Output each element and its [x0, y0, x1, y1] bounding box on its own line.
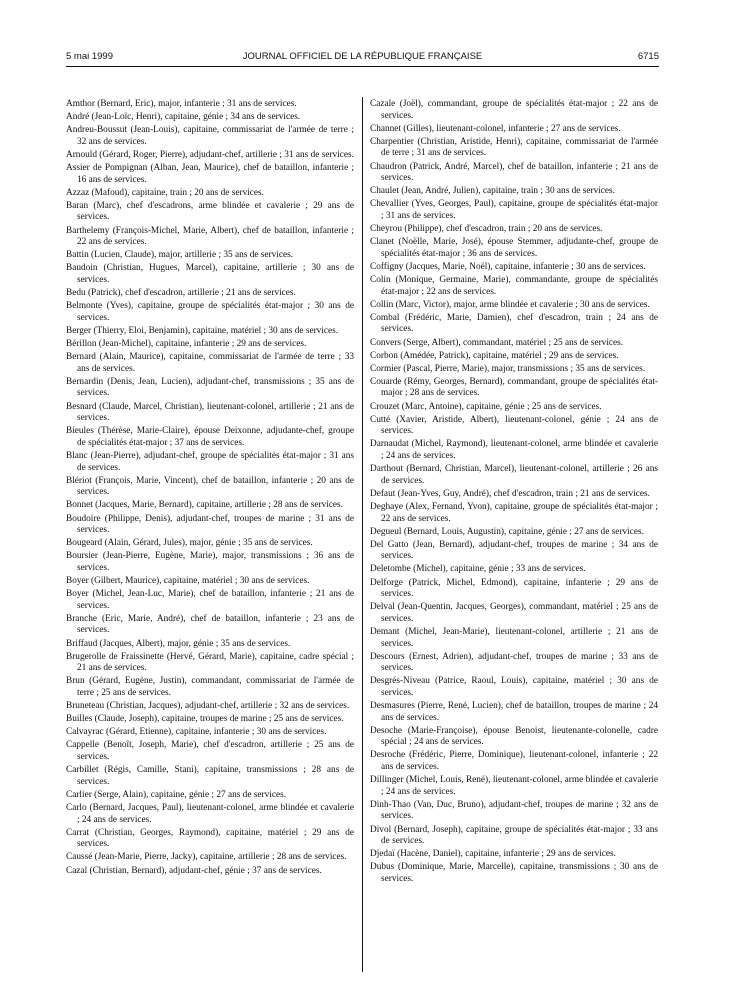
- list-item: Besnard (Claude, Marcel, Christian), lieutenant-colonel, artillerie ; 21 ans de services.: [66, 401, 354, 424]
- list-item: Andreu-Boussut (Jean-Louis), capitaine, commissariat de l'armée de terre ; 32 ans de services.: [66, 125, 354, 147]
- list-item: Bougeard (Alain, Gérard, Jules), major, génie ; 35 ans de services.: [66, 538, 313, 549]
- list-item: Combal (Frédéric, Marie, Damien), chef d'escadron, train ; 24 ans de services.: [370, 312, 658, 335]
- list-item: Chaulet (Jean, André, Julien), capitaine, train ; 30 ans de services.: [370, 186, 615, 197]
- list-item: Defaut (Jean-Yves, Guy, André), chef d'escadron, train ; 21 ans de services.: [370, 488, 650, 499]
- list-item: Delval (Jean-Quentin, Jacques, Georges), commandant, matériel ; 25 ans de services.: [370, 602, 658, 624]
- list-item: Charpentier (Christian, Aristide, Henri), capitaine, commissariat de l'armée de terre ; 31 ans de services.: [370, 136, 658, 159]
- list-item: Carrat (Christian, Georges, Raymond), capitaine, matériel ; 29 ans de services.: [66, 827, 354, 850]
- list-item: Djedaï (Hacène, Daniel), capitaine, infanterie ; 29 ans de services.: [370, 849, 616, 860]
- list-item: Azzaz (Mafoud), capitaine, train ; 20 ans de services.: [66, 187, 264, 198]
- list-item: Boyer (Gilbert, Maurice), capitaine, matériel ; 30 ans de services.: [66, 576, 310, 587]
- list-item: Chevallier (Yves, Georges, Paul), capitaine, groupe de spécialités état-major ; 31 ans de services.: [370, 199, 658, 221]
- list-item: Barthelemy (François-Michel, Marie, Albert), chef de bataillon, infanterie ; 22 ans de services.: [66, 225, 354, 248]
- list-item: Divol (Bernard, Joseph), capitaine, groupe de spécialités état-major ; 33 ans de services.: [370, 824, 658, 847]
- list-item: Blériot (François, Marie, Vincent), chef de bataillon, infanterie ; 20 ans de services.: [66, 475, 354, 498]
- list-item: Cazale (Joël), commandant, groupe de spécialités état-major ; 22 ans de services.: [370, 99, 658, 121]
- list-item: Calvayrac (Gérard, Etienne), capitaine, infanterie ; 30 ans de services.: [66, 727, 327, 738]
- list-item: Dubus (Dominique, Marie, Marcelle), capitaine, transmissions ; 30 ans de services.: [370, 862, 658, 884]
- list-item: Convers (Serge, Albert), commandant, matériel ; 25 ans de services.: [370, 337, 624, 348]
- list-item: Cheyrou (Philippe), chef d'escadron, train ; 20 ans de services.: [370, 224, 603, 235]
- list-item: Assier de Pompignan (Alban, Jean, Maurice), chef de bataillon, infanterie ; 16 ans de services.: [66, 163, 354, 185]
- list-item: Clanet (Noëlle, Marie, José), épouse Stemmer, adjudante-chef, groupe de spécialités état-major ; 36 ans de services.: [370, 237, 658, 259]
- left-column: [66, 99, 354, 879]
- list-item: Desroche (Frédéric, Pierre, Dominique), lieutenant-colonel, infanterie ; 22 ans de services.: [370, 750, 658, 772]
- list-item: Carlo (Bernard, Jacques, Paul), lieutenant-colonel, arme blindée et cavalerie ; 24 ans de services.: [66, 803, 354, 825]
- list-item: Caussé (Jean-Marie, Pierre, Jacky), capitaine, artillerie ; 28 ans de services.: [66, 852, 347, 863]
- list-item: Amthor (Bernard, Eric), major, infanterie ; 31 ans de services.: [66, 99, 297, 109]
- list-item: Dillinger (Michel, Louis, René), lieutenant-colonel, arme blindée et cavalerie ; 24 ans de services.: [370, 775, 658, 797]
- list-item: Carlier (Serge, Alain), capitaine, génie ; 27 ans de services.: [66, 789, 287, 800]
- list-item: Boudoire (Philippe, Denis), adjudant-chef, troupes de marine ; 31 ans de services.: [66, 513, 354, 536]
- header-title: JOURNAL OFFICIEL DE LA RÉPUBLIQUE FRANÇAISE: [242, 51, 483, 62]
- list-item: Boursier (Jean-Pierre, Eugène, Marie), major, transmissions ; 36 ans de services.: [66, 551, 354, 573]
- list-item: Darnaudat (Michel, Raymond), lieutenant-colonel, arme blindée et cavalerie ; 24 ans de services.: [370, 439, 658, 461]
- list-item: Demant (Michel, Jean-Marie), lieutenant-colonel, artillerie ; 21 ans de services.: [370, 627, 658, 649]
- list-item: Bernard (Alain, Maurice), capitaine, commissariat de l'armée de terre ; 33 ans de services.: [66, 352, 354, 374]
- list-item: Deghaye (Alex, Fernand, Yvon), capitaine, groupe de spécialités état-major ; 22 ans de services.: [370, 501, 658, 524]
- list-item: Cutté (Xavier, Aristide, Albert), lieutenant-colonel, génie ; 24 ans de services.: [370, 414, 658, 437]
- list-item: Deletombe (Michel), capitaine, génie ; 33 ans de services.: [370, 564, 586, 575]
- list-item: Descours (Ernest, Adrien), adjudant-chef, troupes de marine ; 33 ans de services.: [370, 651, 658, 674]
- right-column: [370, 99, 658, 887]
- page-header: [66, 51, 659, 65]
- list-item: Dinh-Thao (Van, Duc, Bruno), adjudant-chef, troupes de marine ; 32 ans de services.: [370, 799, 658, 822]
- list-item: Cormier (Pascal, Pierre, Marie), major, transmissions ; 35 ans de services.: [370, 363, 646, 374]
- header-date: 5 mai 1999: [66, 51, 114, 62]
- list-item: Cazal (Christian, Bernard), adjudant-chef, génie ; 37 ans de services.: [66, 865, 322, 876]
- list-item: Brun (Gérard, Eugène, Justin), commandant, commissariat de l'armée de terre ; 25 ans de services.: [66, 676, 354, 698]
- list-item: Baran (Marc), chef d'escadrons, arme blindée et cavalerie ; 29 ans de services.: [66, 200, 354, 223]
- list-item: Carbillet (Régis, Camille, Stani), capitaine, transmissions ; 28 ans de services.: [66, 765, 354, 787]
- list-item: Berger (Thierry, Eloi, Benjamin), capitaine, matériel ; 30 ans de services.: [66, 325, 339, 336]
- list-item: Crouzet (Marc, Antoine), capitaine, génie ; 25 ans de services.: [370, 401, 602, 412]
- list-item: Bonnet (Jacques, Marie, Bernard), capitaine, artillerie ; 28 ans de services.: [66, 500, 343, 511]
- list-item: Boyer (Michel, Jean-Luc, Marie), chef de bataillon, infanterie ; 21 ans de services.: [66, 589, 354, 611]
- list-item: Blanc (Jean-Pierre), adjudant-chef, groupe de spécialités état-major ; 31 ans de services.: [66, 451, 354, 473]
- list-item: Darthout (Bernard, Christian, Marcel), lieutenant-colonel, artillerie ; 26 ans de services.: [370, 464, 658, 486]
- list-item: Collin (Marc, Victor), major, arme blindée et cavalerie ; 30 ans de services.: [370, 299, 650, 310]
- list-item: Desgrés-Niveau (Patrice, Raoul, Louis), capitaine, matériel ; 30 ans de services.: [370, 676, 658, 698]
- list-item: Briffaud (Jacques, Albert), major, génie ; 35 ans de services.: [66, 638, 291, 649]
- list-item: Bruneteau (Christian, Jacques), adjudant-chef, artillerie ; 32 ans de services.: [66, 701, 350, 712]
- list-item: Del Gatto (Jean, Bernard), adjudant-chef, troupes de marine ; 34 ans de services.: [370, 539, 658, 562]
- header-rule: [66, 66, 659, 67]
- list-item: Desoche (Marie-Françoise), épouse Benoist, lieutenante-colonelle, cadre spécial ; 24 ans de services.: [370, 725, 658, 748]
- list-item: Desmasures (Pierre, René, Lucien), chef de bataillon, troupes de marine ; 24 ans de services.: [370, 701, 658, 723]
- list-item: Bernardin (Denis, Jean, Lucien), adjudant-chef, transmissions ; 35 ans de services.: [66, 376, 354, 399]
- list-item: Degueul (Bernard, Louis, Augustin), capitaine, génie ; 27 ans de services.: [370, 526, 644, 537]
- list-item: Channet (Gilles), lieutenant-colonel, infanterie ; 27 ans de services.: [370, 123, 621, 134]
- list-item: Couarde (Rémy, Georges, Bernard), commandant, groupe de spécialités état-major ; 28 ans de services.: [370, 376, 658, 399]
- list-item: Bérillon (Jean-Michel), capitaine, infanterie ; 29 ans de services.: [66, 339, 307, 350]
- list-item: Delforge (Patrick, Michel, Edmond), capitaine, infanterie ; 29 ans de services.: [370, 577, 658, 600]
- list-item: Corbon (Amédée, Patrick), capitaine, matériel ; 29 ans de services.: [370, 350, 619, 361]
- list-item: Cappelle (Benoît, Joseph, Marie), chef d'escadron, artillerie ; 25 ans de services.: [66, 740, 354, 763]
- list-item: Branche (Eric, Marie, André), chef de bataillon, infanterie ; 23 ans de services.: [66, 613, 354, 636]
- list-item: Coffigny (Jacques, Marie, Noël), capitaine, infanterie ; 30 ans de services.: [370, 261, 646, 272]
- list-item: Belmonte (Yves), capitaine, groupe de spécialités état-major ; 30 ans de services.: [66, 301, 354, 323]
- column-divider: [362, 97, 363, 972]
- list-item: Battin (Lucien, Claude), major, artillerie ; 35 ans de services.: [66, 250, 294, 261]
- list-item: Bieules (Thérèse, Marie-Claire), épouse Deixonne, adjudante-chef, groupe de spécialités état-major ; 37 ans de services.: [66, 426, 354, 448]
- list-item: Brugerolle de Fraissinette (Hervé, Gérard, Marie), capitaine, cadre spécial ; 21 ans de services.: [66, 651, 354, 674]
- list-item: André (Jean-Loïc, Henri), capitaine, génie ; 34 ans de services.: [66, 112, 301, 123]
- list-item: Colin (Monique, Germaine, Marie), commandante, groupe de spécialités état-major ; 22 ans de services.: [370, 275, 658, 297]
- page-number: 6715: [637, 51, 659, 62]
- list-item: Arnould (Gérard, Roger, Pierre), adjudant-chef, artillerie ; 31 ans de services.: [66, 149, 354, 160]
- list-item: Chaudron (Patrick, André, Marcel), chef de bataillon, infanterie ; 21 ans de services.: [370, 161, 658, 184]
- list-item: Baudoin (Christian, Hugues, Marcel), capitaine, artillerie ; 30 ans de services.: [66, 263, 354, 285]
- list-item: Builles (Claude, Joseph), capitaine, troupes de marine ; 25 ans de services.: [66, 714, 344, 725]
- list-item: Bedu (Patrick), chef d'escadron, artillerie ; 21 ans de services.: [66, 288, 296, 299]
